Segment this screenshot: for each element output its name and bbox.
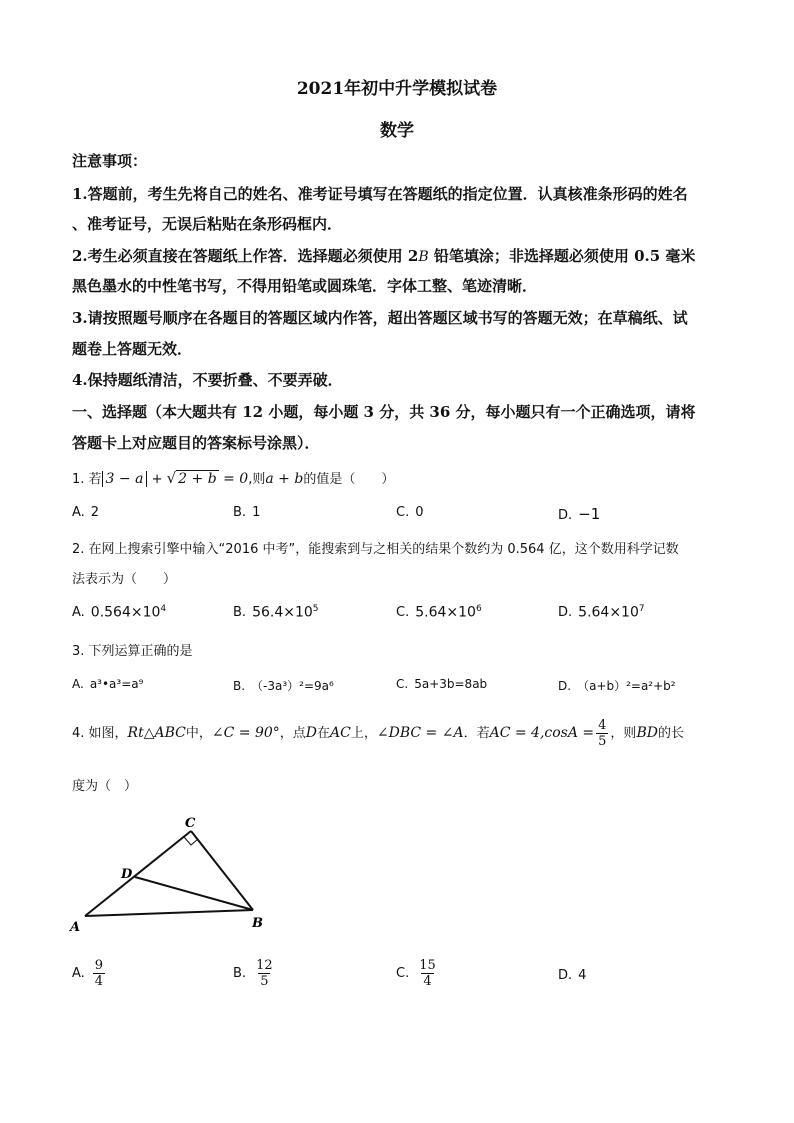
q3-option-d[interactable] <box>558 677 676 694</box>
fraction-denominator: 5 <box>260 974 269 989</box>
q1-option-b[interactable] <box>233 505 260 520</box>
q4-math: ∠DBC = ∠A <box>376 725 464 741</box>
option-text: 1 <box>252 505 261 520</box>
q4-text: ．若 <box>463 726 490 741</box>
q2-stem-line-2: 法表示为（ ） <box>72 572 177 587</box>
q4-text: ，则 <box>610 726 637 741</box>
q1-sum-expr: a + b <box>265 471 304 487</box>
q4-stem-line-2: 度为（ ） <box>72 779 138 794</box>
notice-heading: 注意事项： <box>72 152 148 170</box>
side-ab <box>85 910 253 916</box>
notice-line-1: 1.答题前，考生先将自己的姓名、准考证号填写在答题纸的指定位置．认真核准条形码的姓名 <box>72 185 688 203</box>
subject-title: 数学 <box>380 121 414 141</box>
notice-line-4: 黑色墨水的中性笔书写，不得用铅笔或圆珠笔．字体工整、笔迹清晰． <box>72 277 538 295</box>
fraction-numerator: 9 <box>94 958 104 973</box>
q3-option-c[interactable] <box>396 677 487 691</box>
option-text: （a+b）²=a²+b² <box>577 679 676 693</box>
cosA-fraction <box>596 718 608 749</box>
q2-option-c[interactable] <box>396 604 482 620</box>
q1-then: ,则 <box>248 472 266 487</box>
q2-stem-line-1: 2. 在网上搜索引擎中输入“2016 中考”，能搜索到与之相关的结果个数约为 0.564 亿，这个数用科学记数 <box>72 542 679 557</box>
option-label: C. <box>396 966 410 981</box>
side-cb <box>191 831 253 910</box>
pencil-letter: B <box>418 249 429 265</box>
option-fraction <box>93 958 105 989</box>
option-label: C. <box>396 505 410 520</box>
q4-math: AC <box>330 725 351 741</box>
q3-option-a[interactable] <box>72 677 143 691</box>
q4-math: BD <box>636 725 658 741</box>
q4-math: D <box>305 725 318 741</box>
section-heading-line-2: 答题卡上对应题目的答案标号涂黑）． <box>72 434 320 452</box>
option-text: 2 <box>90 505 100 520</box>
q4-text: 4. 如图， <box>72 726 128 741</box>
q4-option-d[interactable] <box>558 968 586 983</box>
side-ac <box>85 831 191 916</box>
q4-option-b[interactable] <box>233 958 277 989</box>
label-d: D <box>121 867 133 882</box>
fraction-numerator: 4 <box>598 718 607 733</box>
q4-option-c[interactable] <box>396 958 440 989</box>
q1-stem <box>72 468 726 487</box>
option-exponent: 4 <box>160 604 167 614</box>
exam-title: 2021年初中升学模拟试卷 <box>296 79 498 99</box>
q3-option-b[interactable] <box>233 677 334 694</box>
notice-line-3 <box>72 245 726 266</box>
option-exponent: 5 <box>312 604 319 614</box>
option-label: A. <box>72 966 85 981</box>
segment-db <box>135 877 253 910</box>
notice-line-2: 、准考证号，无误后粘贴在条形码框内． <box>72 215 343 233</box>
q2-option-d[interactable] <box>558 604 645 620</box>
q1-eq: = 0 <box>218 471 249 487</box>
option-label: D. <box>558 605 573 621</box>
option-label: A. <box>72 677 84 691</box>
q1-plus: + <box>147 472 167 487</box>
option-text: 4 <box>578 968 587 983</box>
q4-math: ∠C = 90° <box>211 725 280 741</box>
label-c: C <box>185 816 196 831</box>
q1-sqrt-expr: 2 + b <box>178 471 217 487</box>
label-a: A <box>70 920 81 935</box>
q4-option-a[interactable] <box>72 958 107 989</box>
option-fraction <box>254 958 275 989</box>
option-text: −1 <box>578 505 601 523</box>
fraction-numerator: 15 <box>419 958 436 973</box>
q1-abs-expr: 3 − a <box>102 471 148 487</box>
option-mantissa: 56.4×10 <box>252 604 313 621</box>
q4-text: 的长 <box>657 726 684 741</box>
option-label: D. <box>558 679 572 693</box>
notice-line-3-b: 铅笔填涂；非选择题必须使用 0.5 毫米 <box>428 247 696 265</box>
label-b: B <box>252 916 263 931</box>
triangle-figure <box>65 810 275 940</box>
option-label: D. <box>558 508 573 523</box>
section-heading-line-1: 一、选择题（本大题共有 12 小题，每小题 3 分，共 36 分，每小题只有一个正确选项，请将 <box>72 403 696 421</box>
sqrt-sign: √ <box>166 469 177 487</box>
q4-math: AC = 4,cosA = <box>489 725 595 741</box>
fraction-denominator: 5 <box>598 734 607 749</box>
q1-prefix: 1. 若 <box>72 472 102 487</box>
option-label: B. <box>233 605 247 621</box>
option-mantissa: 0.564×10 <box>90 604 161 621</box>
option-mantissa: 5.64×10 <box>578 604 639 621</box>
q2-option-b[interactable] <box>233 604 319 620</box>
option-text: a³•a³=a⁹ <box>89 677 144 691</box>
option-exponent: 7 <box>638 604 645 614</box>
option-label: C. <box>396 677 409 691</box>
fraction-numerator: 12 <box>256 958 273 973</box>
q4-math: Rt△ABC <box>127 725 186 741</box>
option-label: B. <box>233 679 246 693</box>
q3-stem: 3. 下列运算正确的是 <box>72 644 193 659</box>
q4-text: ，点 <box>279 726 306 741</box>
option-text: （-3a³）²=9a⁶ <box>251 679 334 693</box>
q1-option-d[interactable] <box>558 505 600 523</box>
q4-text: 在 <box>317 726 331 741</box>
option-label: B. <box>233 966 247 981</box>
q4-stem-line-1 <box>72 718 734 749</box>
fraction-denominator: 4 <box>423 974 432 989</box>
option-label: A. <box>72 505 85 520</box>
notice-line-5: 3.请按照题号顺序在各题目的答题区域内作答，超出答题区域书写的答题无效；在草稿纸、试 <box>72 309 688 327</box>
q4-text: 上， <box>350 726 377 741</box>
q2-option-a[interactable] <box>72 604 166 620</box>
q1-suffix: 的值是（ ） <box>303 472 395 487</box>
option-label: D. <box>558 968 573 983</box>
q1-option-c[interactable] <box>396 505 424 520</box>
notice-line-3-a: 2.考生必须直接在答题纸上作答．选择题必须使用 2 <box>72 247 419 265</box>
option-label: C. <box>396 605 410 621</box>
fraction-denominator: 4 <box>94 974 104 989</box>
option-fraction <box>417 958 438 989</box>
option-label: B. <box>233 505 247 520</box>
option-text: 5a+3b=8ab <box>414 677 488 691</box>
q1-option-a[interactable] <box>72 505 99 520</box>
notice-line-7: 4.保持题纸清洁，不要折叠、不要弄破． <box>72 371 343 389</box>
option-text: 0 <box>415 505 424 520</box>
option-mantissa: 5.64×10 <box>415 604 476 621</box>
option-exponent: 6 <box>475 604 482 614</box>
option-label: A. <box>72 605 85 621</box>
notice-line-6: 题卷上答题无效． <box>72 340 193 358</box>
q4-text: 中， <box>185 726 212 741</box>
